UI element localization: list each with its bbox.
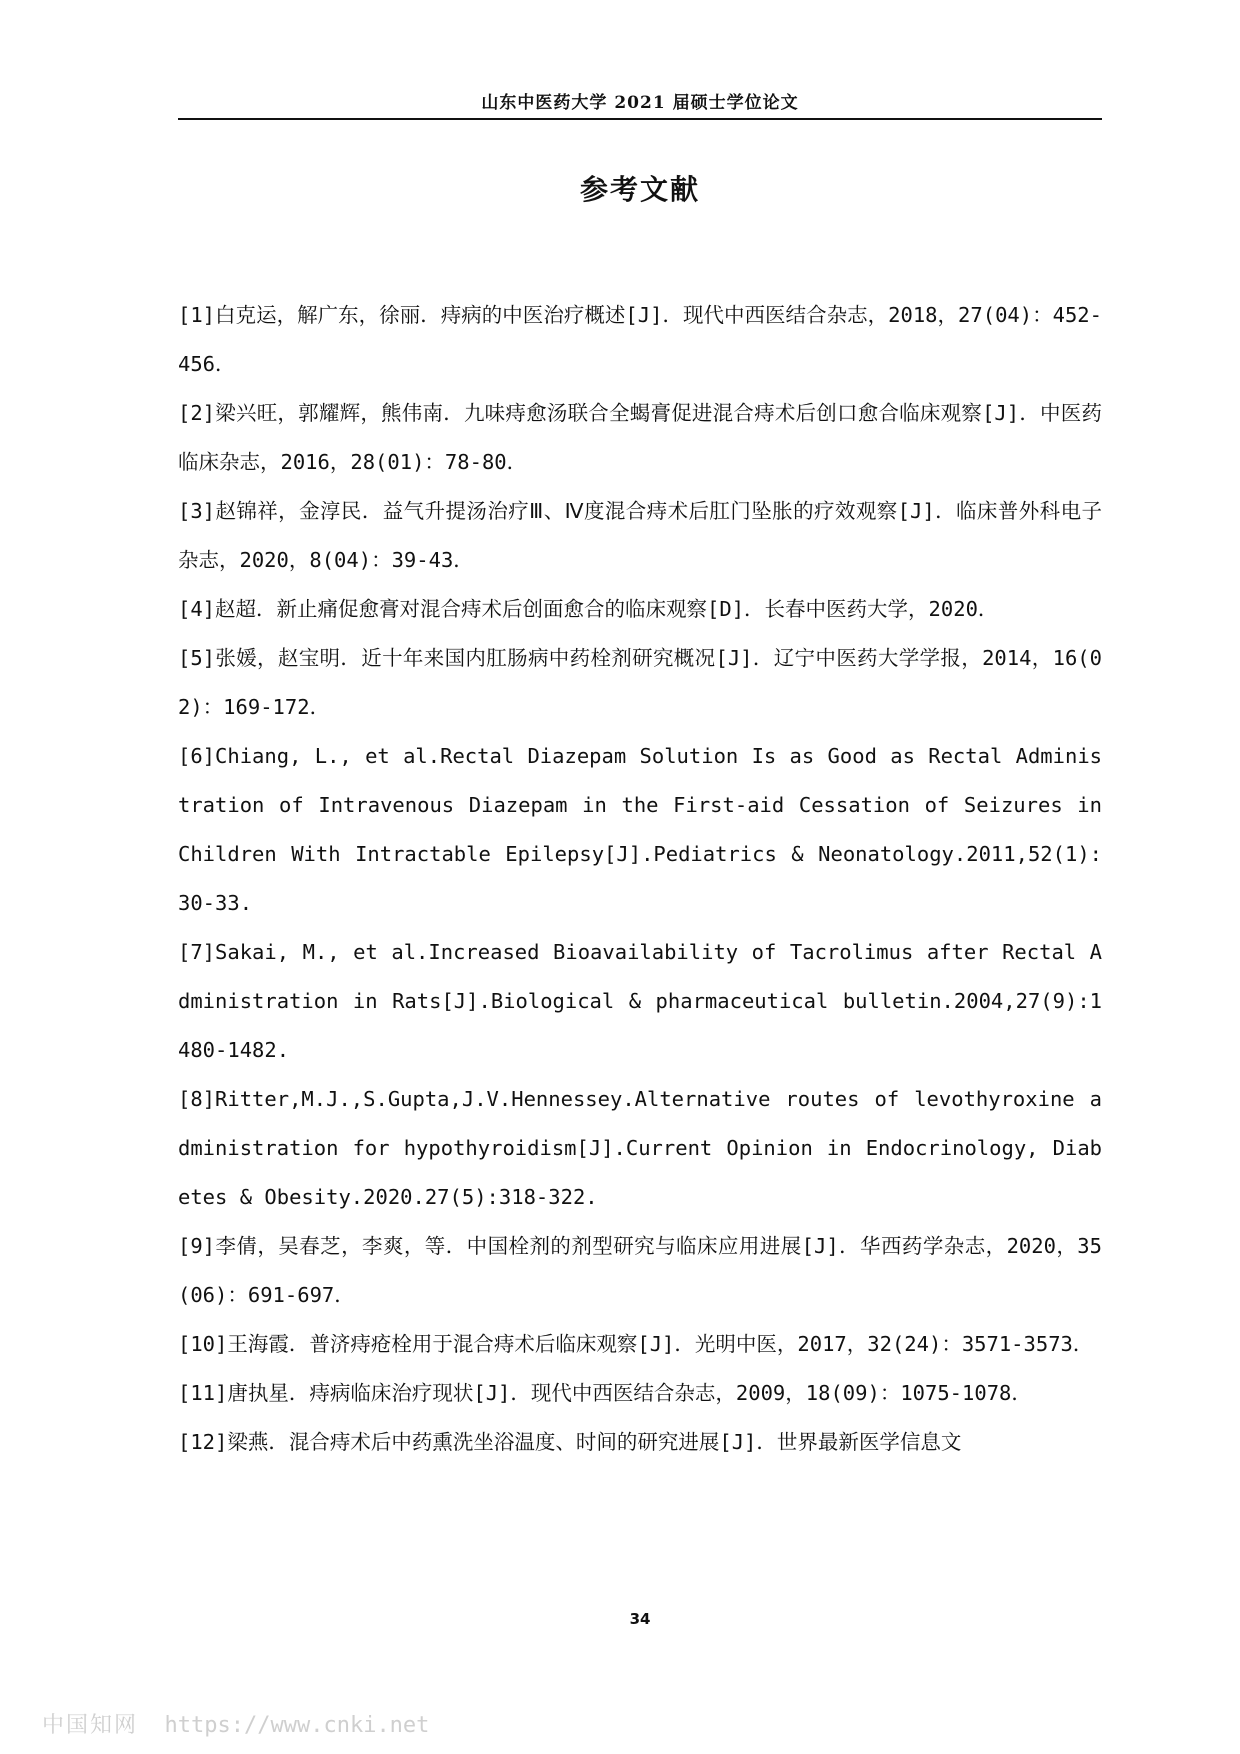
running-header: 山东中医药大学 2021 届硕士学位论文 — [481, 93, 799, 113]
reference-item: [7]Sakai, M., et al.Increased Bioavailability of Tacrolimus after Rectal Administration in Rats[J].Biological & pharmaceutical bulletin.2004,27(9):1480-1482. — [178, 940, 1102, 1062]
watermark-brand: 中国知网 — [42, 1713, 139, 1738]
reference-item: [8]Ritter,M.J.,S.Gupta,J.V.Hennessey.Alternative routes of levothyroxine administration for hypothyroidism[J].Current Opinion in Endocrinology, Diabetes & Obesity.2020.27(5):318-322. — [178, 1087, 1102, 1209]
page-title: 参考文献 — [579, 173, 700, 206]
page-number: 34 — [629, 1610, 651, 1628]
reference-item: [6]Chiang, L., et al.Rectal Diazepam Solution Is as Good as Rectal Administration of Intravenous Diazepam in the First-aid Cessation of Seizures in Children With Intractable Epilepsy[J].Pediatrics & Neonatology.2011,52(1):30-33. — [178, 744, 1102, 915]
reference-item: [3]赵锦祥，金淳民．益气升提汤治疗Ⅲ、Ⅳ度混合痔术后肛门坠胀的疗效观察[J]．临床普外科电子杂志，2020，8(04)：39-43． — [178, 499, 1102, 572]
reference-list — [178, 291, 1102, 1467]
reference-item: [4]赵超．新止痛促愈膏对混合痔术后创面愈合的临床观察[D]．长春中医药大学，2020． — [178, 597, 999, 621]
reference-item: [9]李倩，吴春芝，李爽，等．中国栓剂的剂型研究与临床应用进展[J]．华西药学杂志，2020，35(06)：691-697． — [178, 1234, 1102, 1307]
reference-item: [12]梁燕．混合痔术后中药熏洗坐浴温度、时间的研究进展[J]．世界最新医学信息文 — [178, 1430, 962, 1454]
cnki-watermark — [42, 1708, 429, 1739]
header-rule — [178, 118, 1102, 120]
reference-item: [5]张媛，赵宝明．近十年来国内肛肠病中药栓剂研究概况[J]．辽宁中医药大学学报，2014，16(02)：169-172． — [178, 646, 1102, 719]
watermark-url: https://www.cnki.net — [164, 1713, 430, 1738]
reference-item: [10]王海霞．普济痔疮栓用于混合痔术后临床观察[J]．光明中医，2017，32(24)：3571-3573． — [178, 1332, 1094, 1356]
reference-item: [11]唐执星．痔病临床治疗现状[J]．现代中西医结合杂志，2009，18(09)：1075-1078． — [178, 1381, 1032, 1405]
reference-item: [2]梁兴旺，郭耀辉，熊伟南．九味痔愈汤联合全蝎膏促进混合痔术后创口愈合临床观察[J]．中医药临床杂志，2016，28(01)：78-80． — [178, 401, 1102, 474]
reference-item: [1]白克运，解广东，徐丽．痔病的中医治疗概述[J]．现代中西医结合杂志，2018，27(04)：452-456． — [178, 303, 1102, 376]
